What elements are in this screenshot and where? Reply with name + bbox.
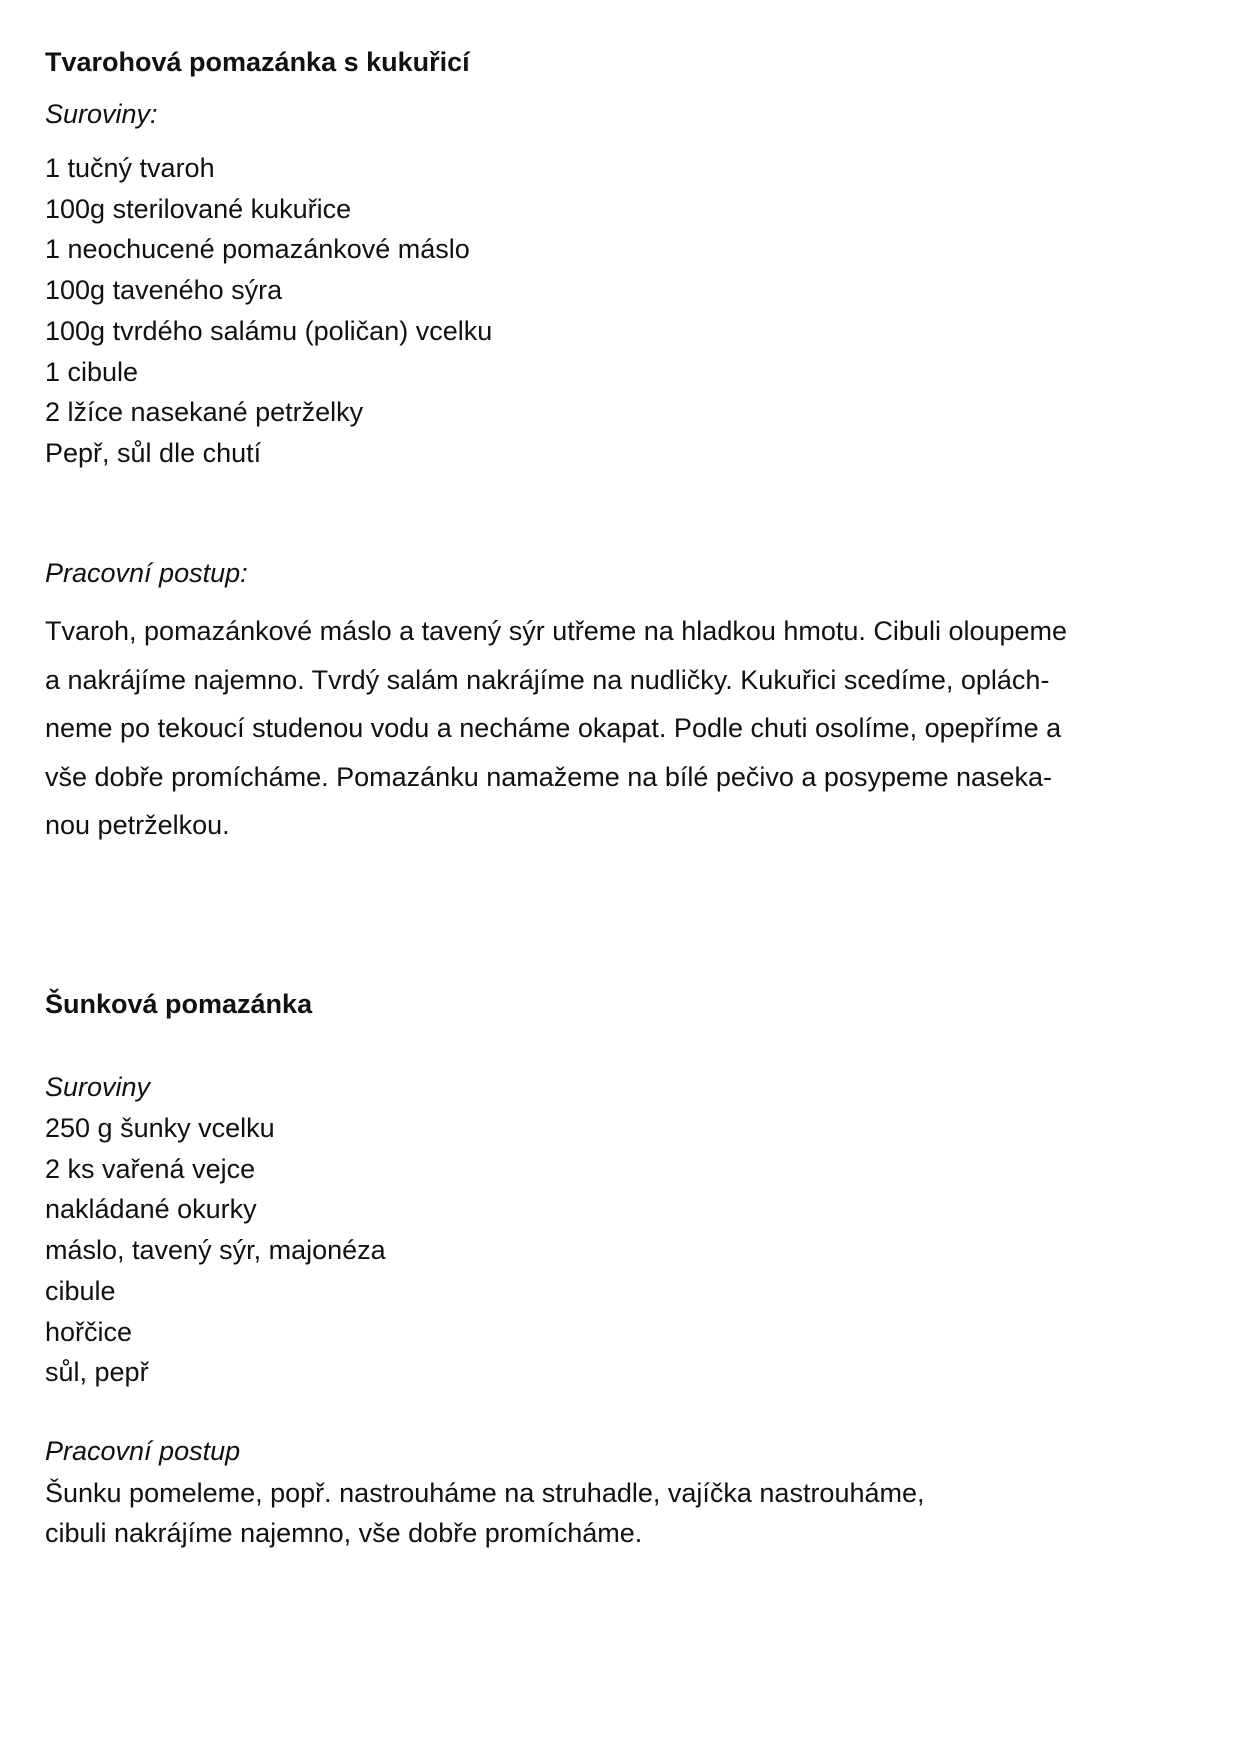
- ingredient-item: 100g tvrdého salámu (poličan) vcelku: [45, 315, 493, 346]
- method-line: a nakrájíme najemno. Tvrdý salám nakrájíme na nudličky. Kukuřici scedíme, oplách-: [45, 664, 1050, 695]
- method-line: neme po tekoucí studenou vodu a necháme okapat. Podle chuti osolíme, opepříme a: [45, 713, 1062, 743]
- ingredient-item: 1 tučný tvaroh: [45, 153, 215, 183]
- ingredient-item: 100g sterilované kukuřice: [45, 193, 352, 224]
- ingredient-item: cibule: [45, 1275, 116, 1306]
- method-line: Šunku pomeleme, popř. nastrouháme na struhadle, vajíčka nastrouháme,: [45, 1478, 925, 1508]
- ingredient-item: sůl, pepř: [45, 1357, 149, 1388]
- method-line: vše dobře promícháme. Pomazánku namažeme na bílé pečivo a posypeme naseka-: [45, 761, 1053, 792]
- ingredient-item: nakládané okurky: [45, 1194, 257, 1225]
- method-line: nou petrželkou.: [45, 810, 230, 840]
- recipe-title: Tvarohová pomazánka s kukuřicí: [45, 47, 470, 77]
- ingredient-item: 2 lžíce nasekané petrželky: [45, 397, 364, 428]
- method-label: Pracovní postup: [45, 1436, 241, 1466]
- ingredient-item: 250 g šunky vcelku: [45, 1113, 275, 1143]
- method-label: Pracovní postup:: [45, 558, 248, 588]
- ingredient-item: máslo, tavený sýr, majonéza: [45, 1235, 386, 1266]
- ingredient-item: 2 ks vařená vejce: [45, 1153, 256, 1184]
- method-line: cibuli nakrájíme najemno, vše dobře promícháme.: [45, 1518, 643, 1548]
- ingredient-item: 1 cibule: [45, 356, 139, 387]
- method-paragraph: [45, 1473, 1205, 1553]
- ingredient-list: [45, 148, 492, 474]
- method-line: Tvaroh, pomazánkové máslo a tavený sýr utřeme na hladkou hmotu. Cibuli oloupeme: [45, 616, 1068, 646]
- ingredient-item: hořčice: [45, 1316, 133, 1347]
- ingredient-list: [45, 1108, 386, 1393]
- ingredients-label: Suroviny: [45, 1072, 151, 1102]
- ingredients-label: Suroviny:: [45, 99, 158, 129]
- ingredient-item: 100g taveného sýra: [45, 275, 283, 306]
- recipe-title: Šunková pomazánka: [45, 989, 313, 1019]
- ingredient-item: Pepř, sůl dle chutí: [45, 437, 262, 468]
- ingredient-item: 1 neochucené pomazánkové máslo: [45, 234, 470, 265]
- method-paragraph: [45, 607, 1205, 850]
